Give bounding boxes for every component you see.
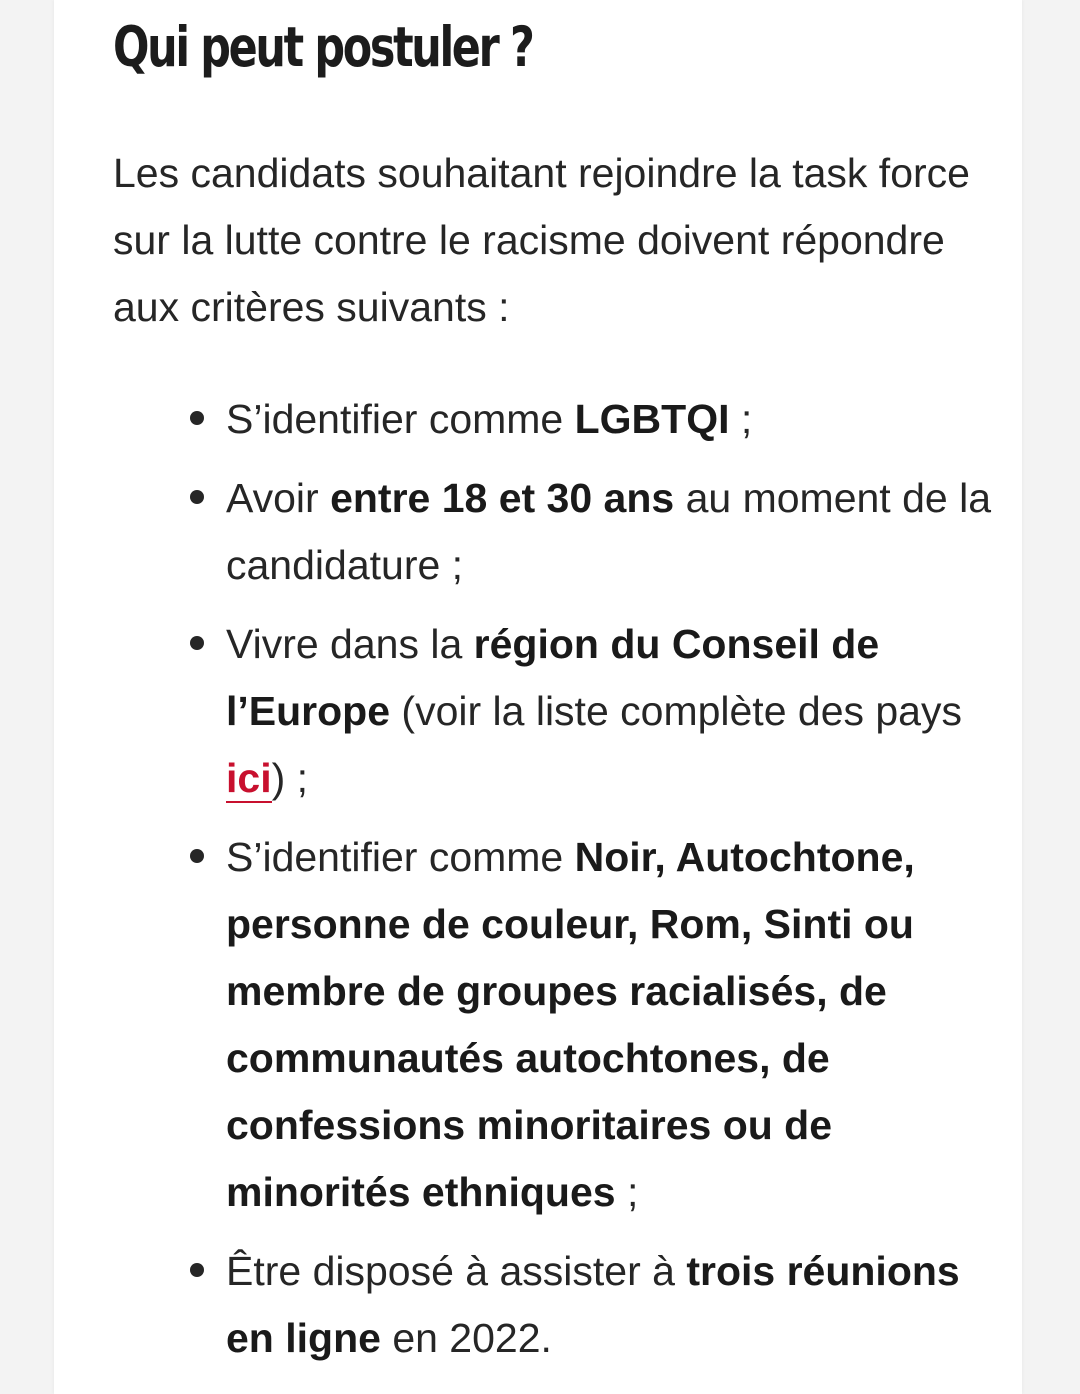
criteria-highlight: entre 18 et 30 ans xyxy=(330,475,675,521)
criteria-text: Être disposé à assister à xyxy=(226,1248,687,1294)
criteria-text: (voir la liste complète des pays xyxy=(390,688,962,734)
criteria-highlight: région du Conseil de l’Europe xyxy=(226,621,880,734)
criteria-list xyxy=(226,386,1016,1384)
criteria-highlight: trois réunions en ligne xyxy=(226,1248,960,1361)
criteria-text: Vivre dans la xyxy=(226,621,474,667)
bullet-icon xyxy=(190,411,204,425)
bullet-icon xyxy=(190,636,204,650)
criteria-item-region xyxy=(226,611,1016,812)
criteria-item-meetings xyxy=(226,1238,1016,1372)
country-list-link[interactable]: ici xyxy=(226,755,272,801)
criteria-text: en 2022. xyxy=(380,1315,552,1361)
bullet-icon xyxy=(190,849,204,863)
criteria-text: S’identifier comme xyxy=(226,834,575,880)
criteria-text: ; xyxy=(615,1169,639,1215)
criteria-text: ) ; xyxy=(271,755,309,801)
criteria-item-age xyxy=(226,465,1016,599)
intro-paragraph: Les candidats souhaitant rejoindre la task force sur la lutte contre le racisme doivent répondre aux critères suivants : xyxy=(113,150,970,330)
criteria-text: Avoir xyxy=(226,475,331,521)
bullet-icon xyxy=(190,1263,204,1277)
criteria-text: S’identifier comme xyxy=(226,396,575,442)
criteria-highlight: LGBTQI xyxy=(574,396,730,442)
criteria-text: au moment de la candidature ; xyxy=(226,475,991,588)
criteria-text: ; xyxy=(729,396,753,442)
bullet-icon xyxy=(190,490,204,504)
section-heading: Qui peut postuler ? xyxy=(113,15,533,79)
criteria-item-lgbtqi xyxy=(226,386,1016,453)
criteria-highlight: Noir, Autochtone, personne de couleur, Rom, Sinti ou membre de groupes racialisés, de communautés autochtones, de confessions minoritaires ou de minorités ethniques xyxy=(226,834,915,1215)
criteria-item-identity xyxy=(226,824,1016,1226)
